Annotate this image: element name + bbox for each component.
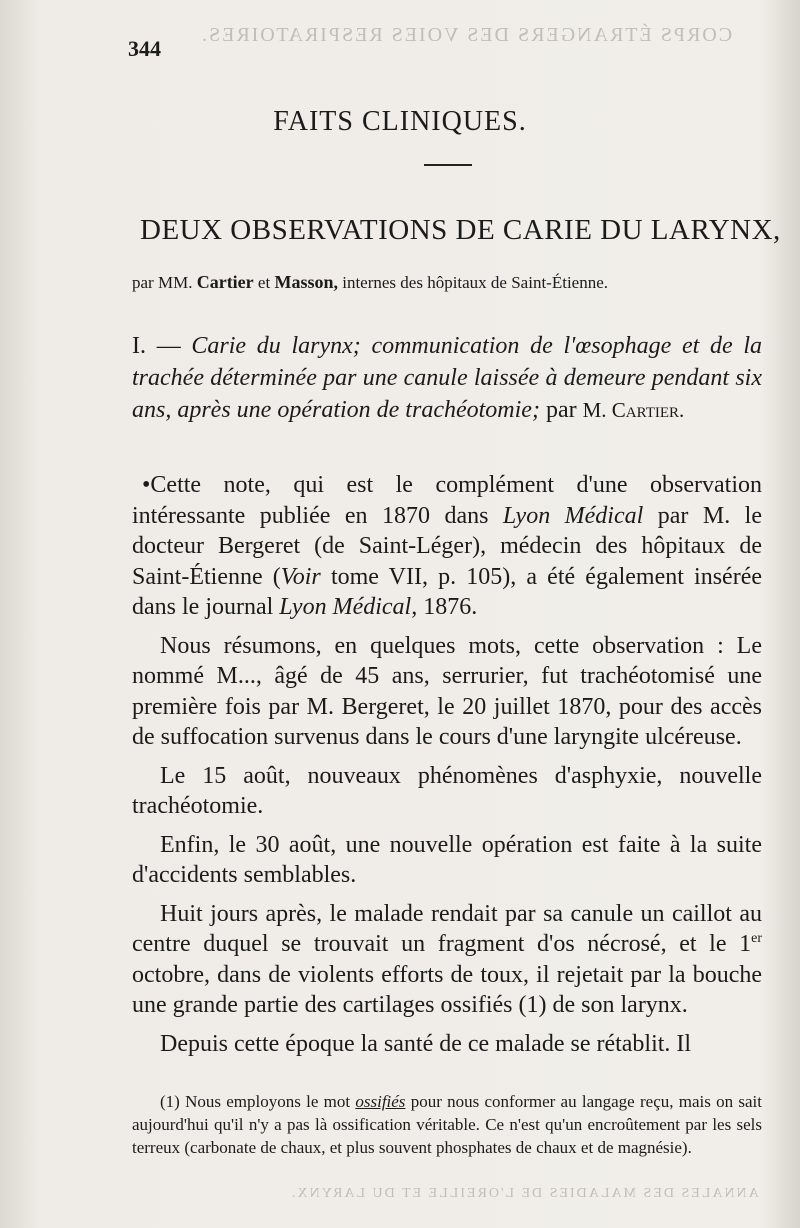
observation-number: I. — [132, 333, 181, 359]
author-masson: Masson, [274, 272, 338, 292]
p1-text-a: Cette note, qui est le complément d'une observation intéressante publiée en 1870 dans [132, 472, 762, 529]
bleed-through-header: CORPS ÉTRANGERS DES VOIES RESPIRATOIRES. [200, 24, 733, 46]
bleed-through-footer: ANNALES DES MALADIES DE L'OREILLE ET DU LARYNX. [290, 1186, 759, 1201]
p1-journal-2: Lyon Médical, [279, 594, 418, 620]
p1-voir: Voir [280, 563, 321, 590]
observation-title: Carie du larynx; communication de l'œsophage et de la trachée déterminée par une canule laissée à demeure pendant six ans, après une opération de trachéotomie; [132, 333, 762, 423]
footnote [132, 1090, 762, 1159]
footnote-a: (1) Nous employons le mot [160, 1092, 351, 1111]
footnote-term: ossifiés [355, 1092, 406, 1111]
article-title: DEUX OBSERVATIONS DE CARIE DU LARYNX, [140, 214, 781, 246]
authors-prefix: par MM. [132, 273, 193, 292]
paragraph-5 [132, 899, 762, 1021]
section-title: FAITS CLINIQUES. [273, 106, 527, 137]
title-divider [424, 164, 472, 166]
paragraph-2: Nous résumons, en quelques mots, cette observation : Le nommé M..., âgé de 45 ans, serrurier, fut trachéotomisé une première fois par M. Bergeret, le 20 juillet 1870, pour des accès de suffocation survenus dans le cours d'une laryngite ulcéreuse. [132, 632, 762, 750]
paragraph-3: Le 15 août, nouveaux phénomènes d'asphyxie, nouvelle trachéotomie. [132, 762, 762, 819]
p5-text-b: octobre, dans de violents efforts de toux, il rejetait par la bouche une grande partie des cartilages ossifiés (1) de son larynx. [132, 961, 762, 1018]
observation-author: M. Cartier. [582, 398, 685, 422]
bullet-mark: • [142, 472, 151, 498]
paragraph-6: Depuis cette époque la santé de ce malade se rétablit. Il [160, 1030, 692, 1057]
p1-journal-1: Lyon Médical [502, 502, 644, 529]
p1-text-g: 1876. [423, 594, 478, 620]
paragraph-1 [132, 470, 762, 623]
footnote-c: pour nous conformer au langage reçu, mais on sait aujourd'hui qu'il n'y a pas là ossification véritable. Ce n'est qu'un encroûtement par les sels terreux (carbonate de chaux, et plus souvent phosphates de chaux et de magnésie). [132, 1092, 762, 1157]
authors-line [132, 272, 608, 293]
page-number: 344 [128, 36, 161, 61]
p1-text-c: par M. le docteur Bergeret (de Saint-Léger), médecin des hôpitaux de Saint-Étienne ( [132, 502, 763, 590]
observation-by: par [545, 397, 577, 423]
p5-superscript: er [751, 931, 762, 946]
p5-text-a: Huit jours après, le malade rendait par sa canule un caillot au centre duquel se trouvait un fragment d'os nécrosé, et le 1 [132, 900, 762, 957]
footnote-text [132, 1090, 762, 1159]
paragraph-4: Enfin, le 30 août, une nouvelle opération est faite à la suite d'accidents semblables. [132, 831, 762, 888]
body-text [132, 470, 762, 1067]
authors-conj: et [257, 273, 271, 292]
observation-heading [132, 330, 762, 426]
p1-text-e: tome VII, p. 105), a été également insérée dans le journal [132, 563, 763, 620]
author-cartier: Cartier [196, 272, 254, 292]
authors-affiliation: internes des hôpitaux de Saint-Étienne. [342, 273, 609, 292]
